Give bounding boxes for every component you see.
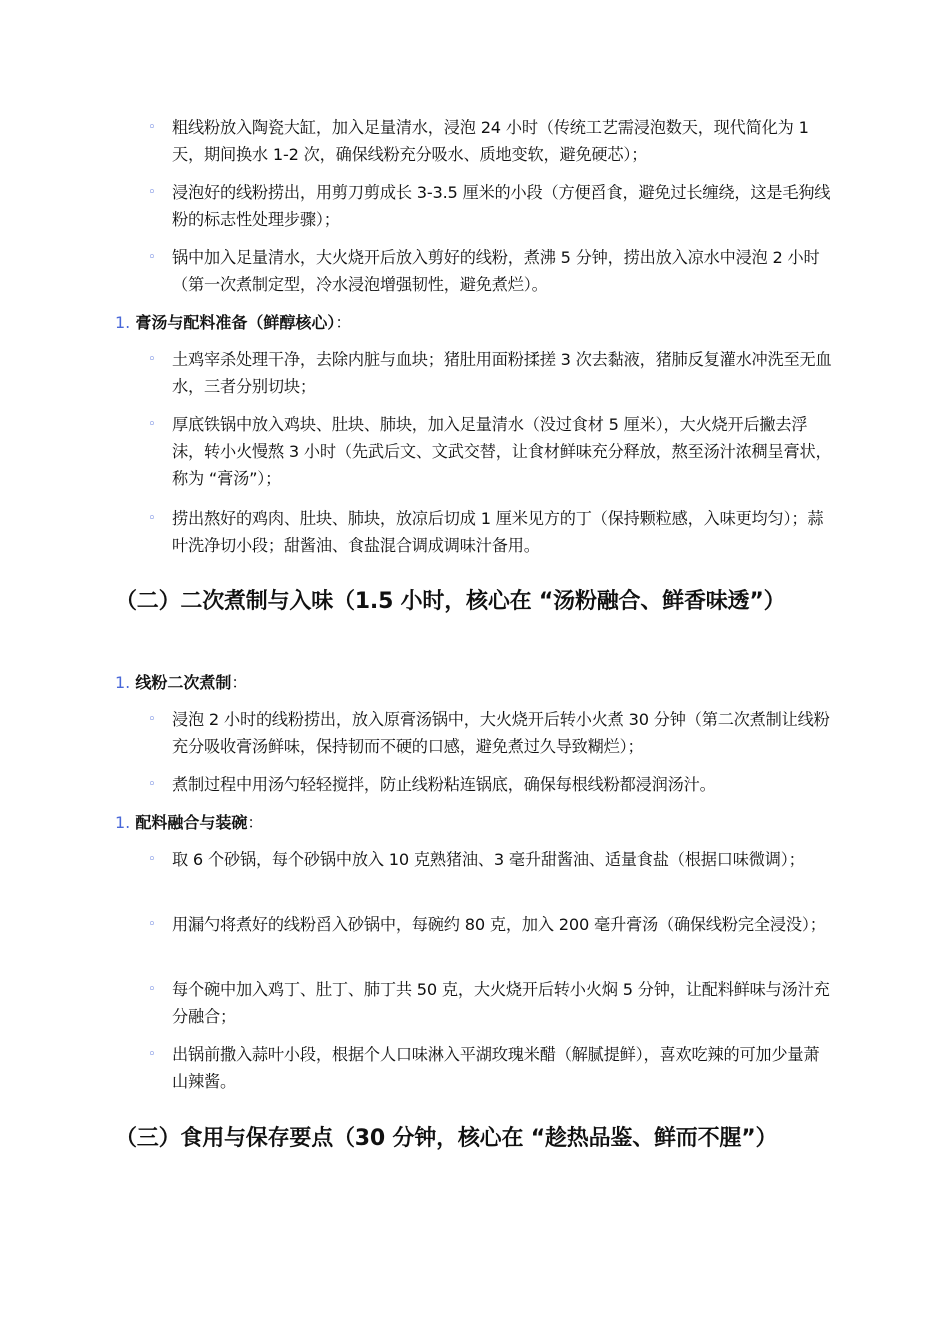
bullet-icon: ◦ bbox=[148, 120, 156, 135]
list-item: ◦ 粗线粉放入陶瓷大缸，加入足量清水，浸泡 24 小时（传统工艺需浸泡数天，现代简化为 1 天，期间换水 1-2 次，确保线粉充分吸水、质地变软，避免硬芯）； bbox=[172, 114, 834, 168]
list-item: ◦ 捞出熬好的鸡肉、肚块、肺块，放凉后切成 1 厘米见方的丁（保持颗粒感，入味更均匀）；蒜叶洗净切小段；甜酱油、食盐混合调成调味汁备用。 bbox=[172, 505, 834, 559]
list-item: ◦ 用漏勺将煮好的线粉舀入砂锅中，每碗约 80 克，加入 200 毫升膏汤（确保线粉完全浸没）； bbox=[172, 911, 834, 938]
list-item: ◦ 厚底铁锅中放入鸡块、肚块、肺块，加入足量清水（没过食材 5 厘米），大火烧开后撇去浮沫，转小火慢熬 3 小时（先武后文、文武交替，让食材鲜味充分释放，熬至汤汁浓稠呈膏状，称为 “膏汤”）； bbox=[172, 411, 834, 492]
bullet-icon: ◦ bbox=[148, 982, 156, 997]
section-heading-2: （二）二次煮制与入味（1.5 小时，核心在 “汤粉融合、鲜香味透”） bbox=[115, 589, 786, 614]
list-item: ◦ 取 6 个砂锅，每个砂锅中放入 10 克熟猪油、3 毫升甜酱油、适量食盐（根据口味微调）； bbox=[172, 846, 834, 873]
bullet-icon: ◦ bbox=[148, 1047, 156, 1062]
bullet-icon: ◦ bbox=[148, 917, 156, 932]
bullet-icon: ◦ bbox=[148, 777, 156, 792]
bullet-icon: ◦ bbox=[148, 852, 156, 867]
list-item: ◦ 浸泡 2 小时的线粉捞出，放入原膏汤锅中，大火烧开后转小火煮 30 分钟（第二次煮制让线粉充分吸收膏汤鲜味，保持韧而不硬的口感，避免煮过久导致糊烂）； bbox=[172, 706, 834, 760]
bullet-icon: ◦ bbox=[148, 352, 156, 367]
list-item: ◦ 锅中加入足量清水，大火烧开后放入剪好的线粉，煮沸 5 分钟，捞出放入凉水中浸泡 2 小时（第一次煮制定型，冷水浸泡增强韧性，避免煮烂）。 bbox=[172, 244, 834, 298]
numbered-item-broth: 1. 膏汤与配料准备（鲜醇核心）： bbox=[115, 313, 352, 332]
bullet-icon: ◦ bbox=[148, 511, 156, 526]
list-item: ◦ 每个碗中加入鸡丁、肚丁、肺丁共 50 克，大火烧开后转小火焖 5 分钟，让配料鲜味与汤汁充分融合； bbox=[172, 976, 834, 1030]
numbered-item-assembly: 1. 配料融合与装碗： bbox=[115, 813, 264, 832]
section-heading-3: （三）食用与保存要点（30 分钟，核心在 “趁热品鉴、鲜而不腥”） bbox=[115, 1126, 778, 1151]
bullet-icon: ◦ bbox=[148, 250, 156, 265]
list-item: ◦ 浸泡好的线粉捞出，用剪刀剪成长 3-3.5 厘米的小段（方便舀食，避免过长缠绕，这是毛狗线粉的标志性处理步骤）； bbox=[172, 179, 834, 233]
list-item: ◦ 出锅前撒入蒜叶小段，根据个人口味淋入平湖玫瑰米醋（解腻提鲜），喜欢吃辣的可加少量萧山辣酱。 bbox=[172, 1041, 834, 1095]
bullet-icon: ◦ bbox=[148, 417, 156, 432]
bullet-icon: ◦ bbox=[148, 712, 156, 727]
list-item: ◦ 土鸡宰杀处理干净，去除内脏与血块；猪肚用面粉揉搓 3 次去黏液，猪肺反复灌水冲洗至无血水，三者分别切块； bbox=[172, 346, 834, 400]
bullet-icon: ◦ bbox=[148, 185, 156, 200]
list-item: ◦ 煮制过程中用汤勺轻轻搅拌，防止线粉粘连锅底，确保每根线粉都浸润汤汁。 bbox=[172, 771, 834, 798]
numbered-item-second-boil: 1. 线粉二次煮制： bbox=[115, 673, 248, 692]
